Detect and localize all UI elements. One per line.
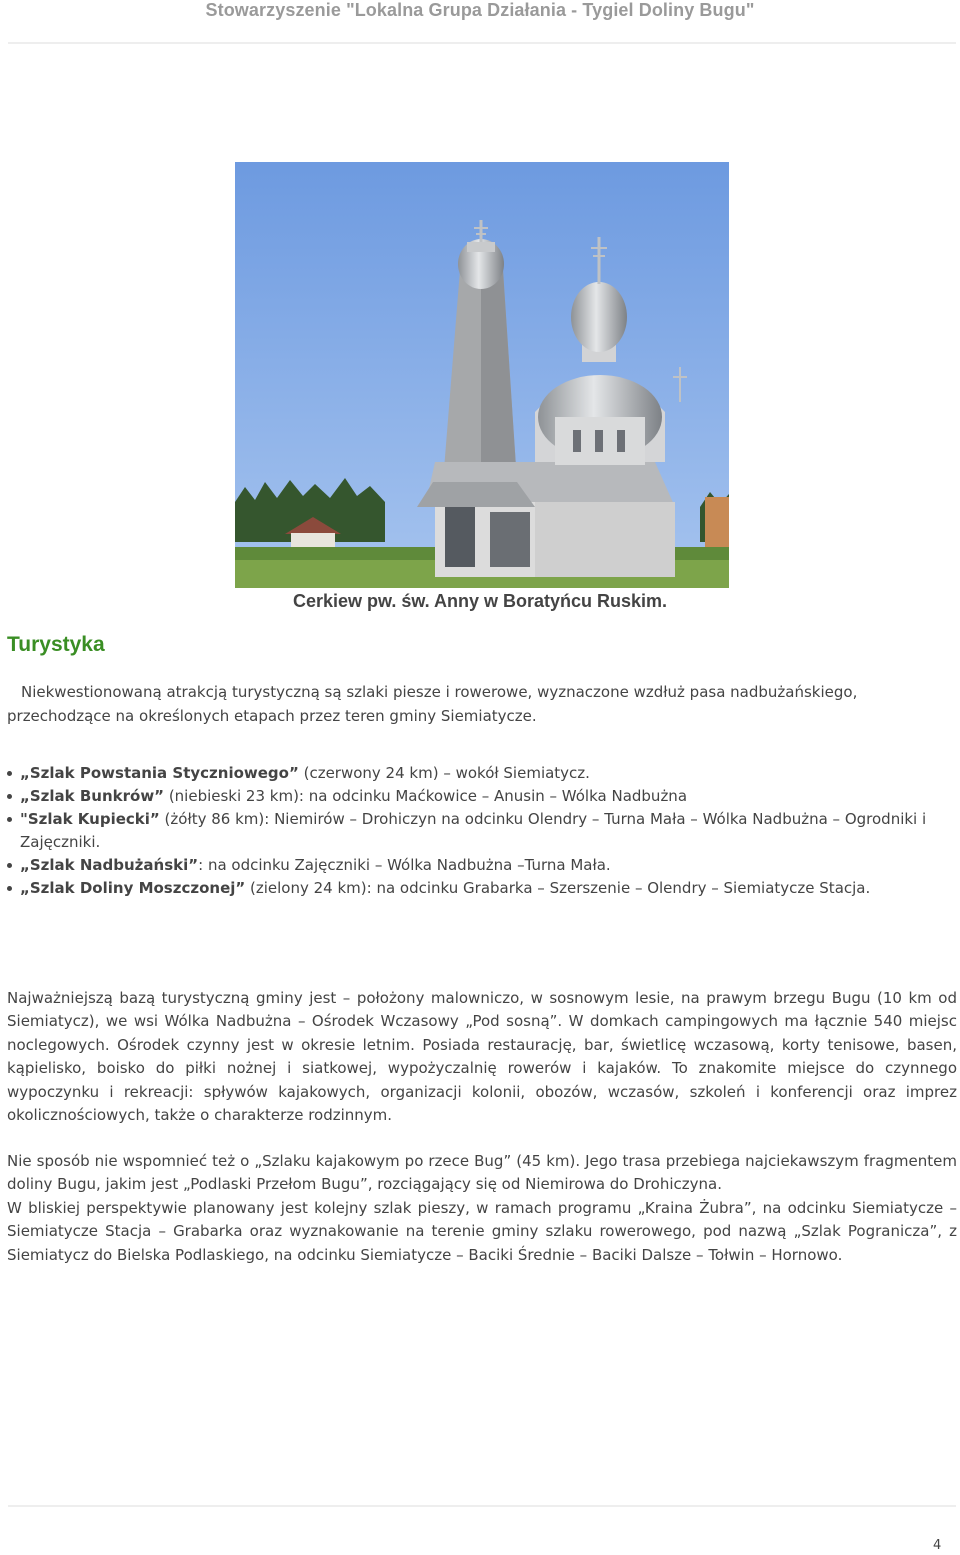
bullet-dot-icon	[7, 886, 12, 891]
trail-description: : na odcinku Zajęczniki – Wólka Nadbużna –Turna Mała.	[198, 856, 611, 874]
future-trails-text: W bliskiej perspektywie planowany jest kolejny szlak pieszy, w ramach programu „Kraina Żubra”, na odcinku Siemiatycze – Siemiatycze Stacja – Grabarka oraz wyznakowanie na terenie gminy szlaku rowerowego, pod nazwą „Szlak Pogranicza”, z Siemiatycz do Bielska Podlaskiego, na odcinku Siemiatycze – Baciki Średnie – Baciki Dalsze – Tołwin – Hornowo.	[7, 1198, 957, 1264]
church-photo	[235, 162, 729, 588]
list-item	[7, 762, 952, 785]
header-divider	[8, 42, 956, 44]
list-item	[7, 808, 952, 854]
intro-paragraph	[7, 680, 937, 728]
bullet-dot-icon	[7, 794, 12, 799]
kayak-trail-text: Nie sposób nie wspomnieć też o „Szlaku kajakowym po rzece Bug” (45 km). Jego trasa przebiega najciekawszym fragmentem doliny Bugu, jakim jest „Podlaski Przełom Bugu”, rozciągający się od Niemirowa do Drohiczyna.	[7, 1152, 957, 1194]
trail-description: (zielony 24 km): na odcinku Grabarka – Szerszenie – Olendry – Siemiatycze Stacja.	[245, 879, 871, 897]
body-paragraph-plans	[7, 1150, 957, 1267]
trail-description: (czerwony 24 km) – wokół Siemiatycz.	[298, 764, 590, 782]
trail-name: „Szlak Powstania Styczniowego”	[20, 764, 299, 782]
bullet-dot-icon	[7, 863, 12, 868]
trail-name: „Szlak Doliny Moszczonej”	[20, 879, 246, 897]
footer-divider	[8, 1505, 956, 1507]
photo-caption: Cerkiew pw. św. Anny w Boratyńcu Ruskim.	[292, 591, 668, 611]
body-paragraph-base: Najważniejszą bazą turystyczną gminy jest – położony malowniczo, w sosnowym lesie, na prawym brzegu Bugu (10 km od Siemiatycz), we wsi Wólka Nadbużna – Ośrodek Wczasowy „Pod sosną”. W domkach campingowych ma łącznie 540 miejsc noclegowych. Ośrodek czynny jest w okresie letnim. Posiada restaurację, bar, świetlicę wczasową, korty tenisowe, basen, kąpielisko, boisko do piłki nożnej i siatkowej, wypożyczalnię rowerów i kajaków. To znakomite miejsce do czynnego wypoczynku i rekreacji: spływów kajakowych, organizacji kolonii, obozów, wczasów, szkoleń i konferencji oraz imprez okolicznościowych, także o charakterze rodzinnym.	[7, 989, 957, 1125]
bullet-dot-icon	[7, 817, 12, 822]
bullet-dot-icon	[7, 771, 12, 776]
intro-text: Niekwestionowaną atrakcją turystyczną są szlaki piesze i rowerowe, wyznaczone wzdłuż pasa nadbużańskiego, przechodzące na określonych etapach przez teren gminy Siemiatycze.	[7, 683, 858, 725]
document-header: Stowarzyszenie "Lokalna Grupa Działania - Tygiel Doliny Bugu"	[205, 0, 755, 20]
section-title: Turystyka	[7, 633, 105, 656]
trail-description: (niebieski 23 km): na odcinku Maćkowice – Anusin – Wólka Nadbużna	[164, 787, 688, 805]
list-item	[7, 854, 952, 877]
trail-description: (żółty 86 km): Niemirów – Drohiczyn na odcinku Olendry – Turna Mała – Wólka Nadbużna – Ogrodniki i Zajęczniki.	[20, 810, 927, 851]
church-photo-graphic	[235, 162, 729, 588]
trail-name: „Szlak Bunkrów”	[20, 787, 165, 805]
trail-name: "Szlak Kupiecki”	[20, 810, 160, 828]
trail-name: „Szlak Nadbużański”	[20, 856, 199, 874]
list-item	[7, 785, 952, 808]
page-number: 4	[933, 1538, 942, 1553]
trail-list	[7, 762, 952, 900]
list-item	[7, 877, 952, 900]
